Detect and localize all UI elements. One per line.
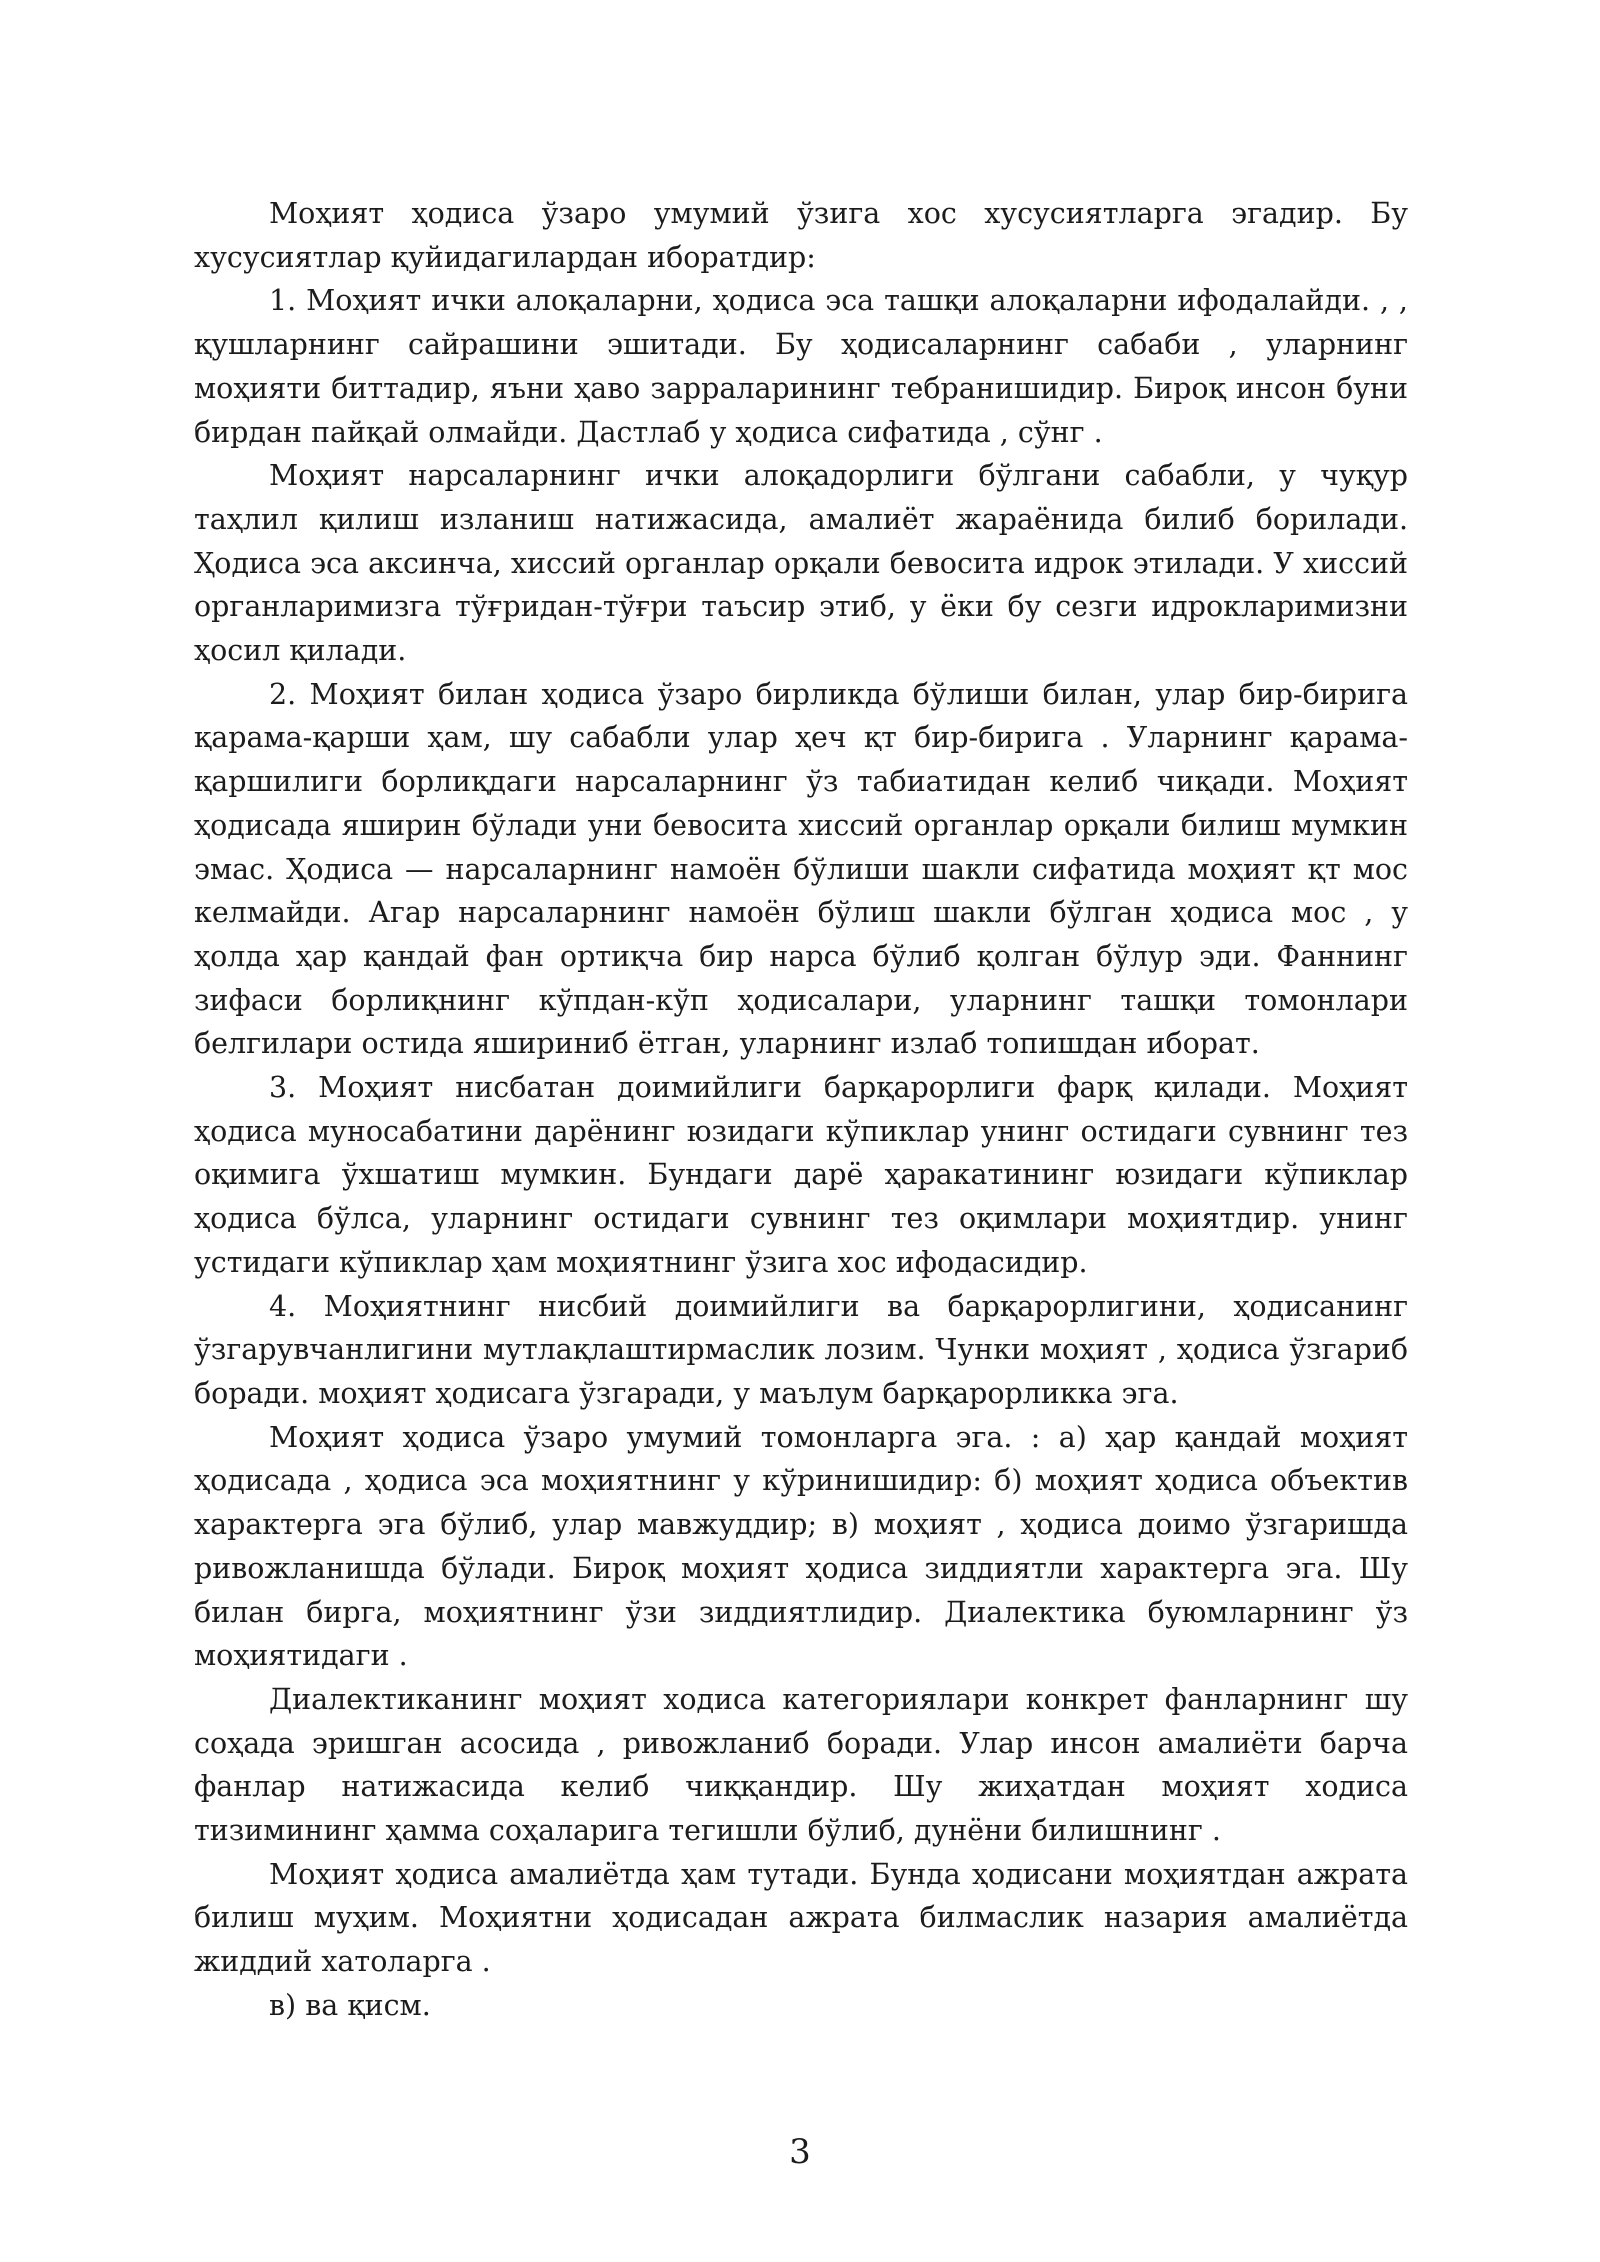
paragraph-point-1: 1. Моҳият ички алоқаларни, ҳодиса эса ташқи алоқаларни ифодалайди. , , қушларнинг сайрашини эшитади. Бу ҳодисаларнинг сабаби , уларнинг моҳияти биттадир, яъни ҳаво зарраларининг тебранишидир. Бироқ инсон буни бирдан пайқай олмайди. Дастлаб у ҳодиса сифатида , сўнг . (194, 284, 1408, 449)
paragraph-point-2: 2. Моҳият билан ҳодиса ўзаро бирликда бўлиши билан, улар бир-бирига қарама-қарши ҳам, шу сабабли улар ҳеч қт бир-бирига . Уларнинг қарама-қаршилиги борлиқдаги нарсаларнинг ўз табиатидан келиб чиқади. Моҳият ҳодисада яширин бўлади уни бевосита хиссий органлар орқали билиш мумкин эмас. Ҳодиса — нарсаларнинг намоён бўлиши шакли сифатида моҳият қт мос келмайди. Агар нарсаларнинг намоён бўлиш шакли бўлган ҳодиса мос , у ҳолда ҳар қандай фан ортиқча бир нарса бўлиб қолган бўлур эди. Фаннинг зифаси борлиқнинг кўпдан-кўп ҳодисалари, уларнинг ташқи томонлари белгилари остида яшириниб ётган, уларнинг излаб топишдан иборат. (194, 677, 1408, 1061)
paragraph-intro: Моҳият ҳодиса ўзаро умумий ўзига хос хусусиятларга эгадир. Бу хусусиятлар қуйидагилардан иборатдир: (194, 197, 1408, 274)
document-body (194, 192, 1408, 2028)
paragraph-point-3: 3. Моҳият нисбатан доимийлиги барқарорлиги фарқ қилади. Моҳият ҳодиса муносабатини дарёнинг юзидаги кўпиклар унинг остидаги сувнинг тез оқимига ўхшатиш мумкин. Бундаги дарё ҳаракатининг юзидаги кўпиклар ҳодиса бўлса, уларнинг остидаги сувнинг тез оқимлари моҳиятдир. унинг устидаги кўпиклар ҳам моҳиятнинг ўзига хос ифодасидир. (194, 1071, 1408, 1279)
paragraph-practice: Моҳият ҳодиса амалиётда ҳам тутади. Бунда ҳодисани моҳиятдан ажрата билиш муҳим. Моҳиятни ҳодисадан ажрата билмаслик назария амалиётда жиддий хатоларга . (194, 1857, 1408, 1979)
paragraph-dialectics-categories: Диалектиканинг моҳият ходиса категориялари конкрет фанларнинг шу соҳада эришган асосида , ривожланиб боради. Улар инсон амалиёти барча фанлар натижасида келиб чиққандир. Шу жиҳатдан моҳият ходиса тизимининг ҳамма соҳаларига тегишли бўлиб, дунёни билишнинг . (194, 1682, 1408, 1848)
page-number: 3 (789, 2132, 811, 2172)
paragraph-essence-cognition: Моҳият нарсаларнинг ички алоқадорлиги бўлгани сабабли, у чуқур таҳлил қилиш изланиш натижасида, амалиёт жараёнида билиб борилади. Ҳодиса эса аксинча, хиссий органлар орқали бевосита идрок этилади. У хиссий органларимизга тўғридан-тўғри таъсир этиб, у ёки бу сезги идрокларимизни ҳосил қилади. (194, 459, 1408, 668)
paragraph-point-4: 4. Моҳиятнинг нисбий доимийлиги ва барқарорлигини, ҳодисанинг ўзгарувчанлигини мутлақлаштирмаслик лозим. Чунки моҳият , ҳодиса ўзгариб боради. моҳият ҳодисага ўзгаради, у маълум барқарорликка эга. (194, 1289, 1408, 1410)
paragraph-part-c: в) ва қисм. (269, 1988, 431, 2022)
paragraph-common-aspects: Моҳият ҳодиса ўзаро умумий томонларга эга. : а) ҳар қандай моҳият ҳодисада , ҳодиса эса моҳиятнинг у кўринишидир: б) моҳият ҳодиса объектив характерга эга бўлиб, улар мавжуддир; в) моҳият , ҳодиса доимо ўзгаришда ривожланишда бўлади. Бироқ моҳият ҳодиса зиддиятли характерга эга. Шу билан бирга, моҳиятнинг ўзи зиддиятлидир. Диалектика буюмларнинг ўз моҳиятидаги . (194, 1420, 1408, 1673)
